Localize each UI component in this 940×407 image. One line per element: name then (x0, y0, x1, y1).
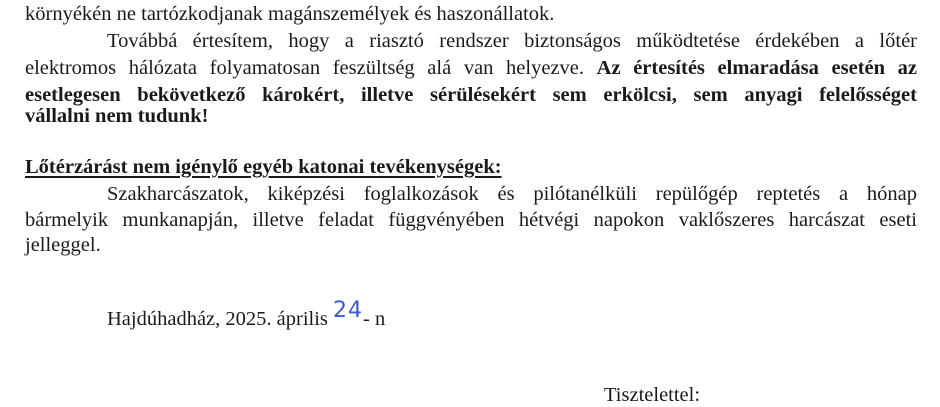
paragraph-3-line-2: bármelyik munkanapján, illetve feladat függvényében hétvégi napokon vaklőszeres harcászat eseti (25, 209, 917, 231)
section-heading-text: Lőtérzárást nem igénylő egyéb katonai tevékenységek: (25, 156, 502, 178)
date-prefix: Hajdúhadház, 2025. április (107, 308, 328, 330)
paragraph-2-line-2 (25, 56, 917, 80)
paragraph-2-line-3: esetlegesen bekövetkező károkért, illetve sérülésekért sem erkölcsi, sem anyagi felelősséget (25, 84, 917, 106)
paragraph-2-line-1: Továbbá értesítem, hogy a riasztó rendszer biztonságos működtetése érdekében a lőtér (107, 30, 917, 52)
date-suffix: - n (363, 308, 386, 330)
closing-salutation: Tisztelettel: (604, 384, 701, 406)
paragraph-2-line-2-normal: elektromos hálózata folyamatosan feszültség alá van helyezve. (25, 57, 585, 79)
paragraph-2-line-4: vállalni nem tudunk! (25, 105, 209, 127)
paragraph-2-line-2-bold: Az értesítés elmaradása esetén az (596, 57, 917, 79)
paragraph-3-line-3: jelleggel. (25, 234, 101, 256)
paragraph-3-line-1: Szakharcászatok, kiképzési foglalkozások és pilótanélküli repülőgép reptetés a hónap (107, 183, 917, 205)
paragraph-1-line-1: környékén ne tartózkodjanak magánszemélyek és haszonállatok. (25, 3, 555, 25)
section-heading (25, 155, 917, 179)
place-and-date (107, 298, 386, 331)
handwritten-day: 24 (333, 298, 364, 323)
